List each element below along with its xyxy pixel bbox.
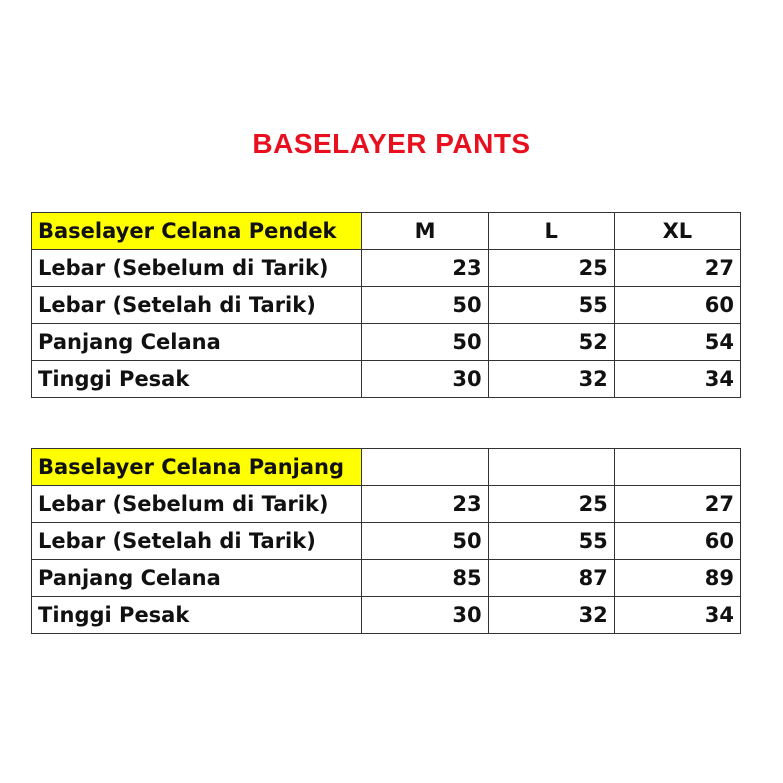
value-cell-m: 50 [362,523,488,560]
value-cell-xl: 34 [614,361,740,398]
size-header-xl: XL [614,213,740,250]
value-cell-xl: 34 [614,597,740,634]
table-row [32,324,741,361]
table-row [32,523,741,560]
row-label: Tinggi Pesak [32,361,362,398]
size-header-empty [614,449,740,486]
value-cell-xl: 27 [614,250,740,287]
size-header-m: M [362,213,488,250]
value-cell-m: 50 [362,287,488,324]
value-cell-m: 23 [362,486,488,523]
table-row [32,597,741,634]
value-cell-l: 55 [488,523,614,560]
value-cell-l: 25 [488,250,614,287]
value-cell-m: 30 [362,361,488,398]
value-cell-l: 32 [488,361,614,398]
row-label: Lebar (Setelah di Tarik) [32,287,362,324]
table-title-cell: Baselayer Celana Panjang [32,449,362,486]
value-cell-m: 30 [362,597,488,634]
row-label: Panjang Celana [32,560,362,597]
value-cell-l: 52 [488,324,614,361]
value-cell-xl: 60 [614,523,740,560]
row-label: Lebar (Setelah di Tarik) [32,523,362,560]
size-header-empty [488,449,614,486]
page-title: BASELAYER PANTS [252,128,531,159]
row-label: Panjang Celana [32,324,362,361]
value-cell-m: 23 [362,250,488,287]
size-header-l: L [488,213,614,250]
row-label: Lebar (Sebelum di Tarik) [32,486,362,523]
value-cell-l: 25 [488,486,614,523]
row-label: Tinggi Pesak [32,597,362,634]
value-cell-xl: 27 [614,486,740,523]
long-pants-size-table [31,448,741,634]
table-row [32,361,741,398]
table-header-row [32,213,741,250]
value-cell-l: 55 [488,287,614,324]
value-cell-l: 32 [488,597,614,634]
value-cell-l: 87 [488,560,614,597]
value-cell-xl: 89 [614,560,740,597]
value-cell-m: 85 [362,560,488,597]
value-cell-xl: 54 [614,324,740,361]
table-row [32,287,741,324]
table-header-row [32,449,741,486]
value-cell-m: 50 [362,324,488,361]
value-cell-xl: 60 [614,287,740,324]
size-header-empty [362,449,488,486]
table-row [32,560,741,597]
short-pants-size-table [31,212,741,398]
row-label: Lebar (Sebelum di Tarik) [32,250,362,287]
table-title-cell: Baselayer Celana Pendek [32,213,362,250]
table-row [32,250,741,287]
table-row [32,486,741,523]
